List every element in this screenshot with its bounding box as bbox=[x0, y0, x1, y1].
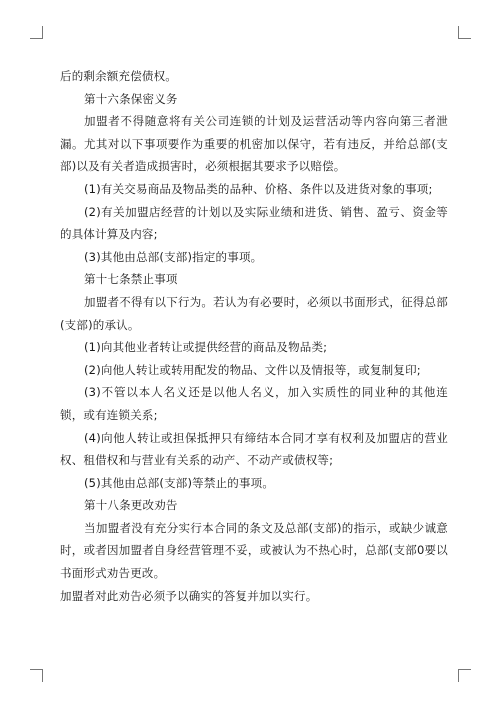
section-heading: 第十七条禁止事项 bbox=[84, 272, 178, 287]
list-item: (3)其他由总部(支部)指定的事项。 bbox=[84, 249, 263, 264]
document-body bbox=[60, 65, 448, 607]
list-item: (2)有关加盟店经营的计划以及实际业绩和进货、销售、盈亏、资金等的具体计算及内容; bbox=[60, 204, 448, 242]
crop-mark-top-left bbox=[30, 26, 43, 39]
paragraph: 加盟者不得有以下行为。若认为有必要时，必须以书面形式，征得总部(支部)的承认。 bbox=[60, 294, 448, 332]
paragraph: 当加盟者没有充分实行本合同的条文及总部(支部)的指示，或缺少诚意时，或者因加盟者自身经营管理不妥，或被认为不热心时，总部(支部0要以书面形式劝告更改。 bbox=[60, 520, 448, 581]
crop-mark-bottom-right bbox=[458, 669, 471, 682]
list-item: (2)向他人转让或转用配发的物品、文件以及情报等，或复制复印; bbox=[84, 362, 421, 377]
crop-mark-bottom-left bbox=[30, 669, 43, 682]
list-item: (1)有关交易商品及物品类的品种、价格、条件以及进货对象的事项; bbox=[84, 181, 433, 196]
section-heading: 第十八条更改劝告 bbox=[84, 498, 178, 513]
list-item: (1)向其他业者转让或提供经营的商品及物品类; bbox=[84, 340, 328, 355]
list-item: (4)向他人转让或担保抵押只有缔结本合同才享有权利及加盟店的营业权、租借权和与营业有关系的动产、不动产或债权等; bbox=[60, 430, 448, 468]
paragraph: 后的剩余额充偿债权。 bbox=[60, 69, 177, 83]
list-item: (5)其他由总部(支部)等禁止的事项。 bbox=[84, 475, 275, 490]
list-item: (3)不管以本人名义还是以他人名义，加入实质性的同业种的其他连锁，或有连锁关系; bbox=[60, 385, 448, 422]
crop-mark-top-right bbox=[458, 26, 471, 39]
paragraph: 加盟者对此劝告必须予以确实的答复并加以实行。 bbox=[60, 588, 318, 603]
paragraph: 加盟者不得随意将有关公司连锁的计划及运营活动等内容向第三者泄漏。尤其对以下事项要作为重要的机密加以保守，若有违反，并给总部(支部)以及有关者造成损害时，必须根据其要求予以赔偿。 bbox=[60, 114, 448, 174]
section-heading: 第十六条保密义务 bbox=[84, 91, 178, 106]
